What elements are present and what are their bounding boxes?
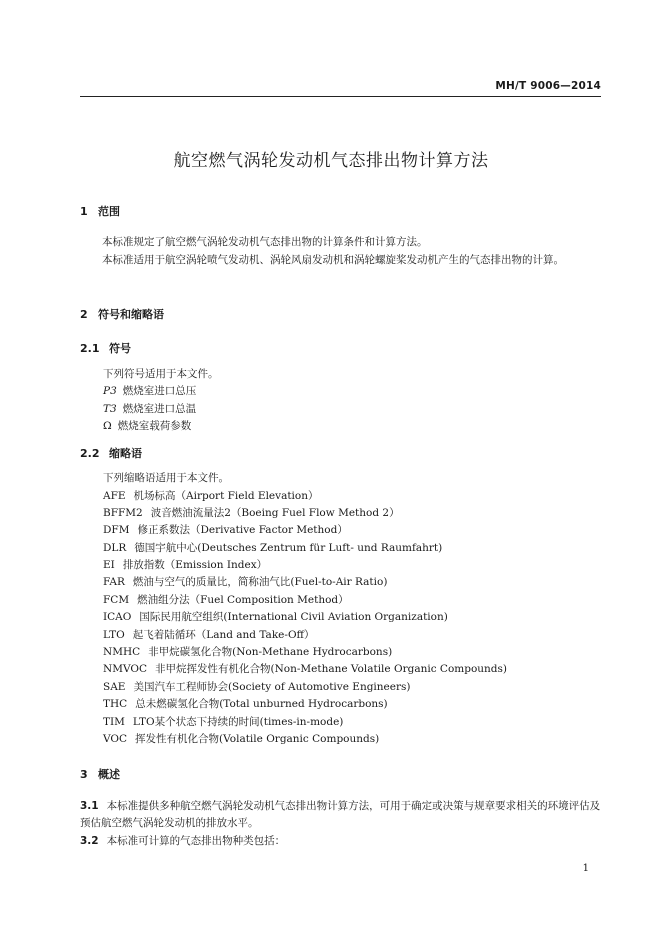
abbreviation: EI [103,559,115,571]
clause-3-1 [80,798,602,832]
abbreviation-description: 排放指数（Emission Index） [122,559,268,571]
abbreviation: AFE [103,490,126,502]
abbreviation-description: 起飞着陆循环（Land and Take-Off） [132,629,315,641]
abbreviation-description: 挥发性有机化合物(Volatile Organic Compounds) [135,733,380,745]
list-intro: 下列符号适用于本文件。 [103,368,219,380]
document-number: MH/T 9006—2014 [495,80,601,92]
header-rule [80,96,601,97]
list-item [103,714,343,729]
symbol: Ω [103,420,112,432]
abbreviation: SAE [103,681,126,693]
paragraph: 本标准适用于航空涡轮喷气发动机、涡轮风扇发动机和涡轮螺旋桨发动机产生的气态排出物的计算。 [102,254,564,266]
symbol: P3 [103,385,117,397]
list-item [103,592,349,607]
document-title: 航空燃气涡轮发动机气态排出物计算方法 [173,151,489,171]
list-item [103,488,319,503]
list-item [103,661,507,676]
abbreviation-description: 国际民用航空组织(International Civil Aviation Organization) [139,611,448,623]
symbol-description: 燃烧室进口总压 [122,385,197,397]
list-item [103,505,400,520]
section-3-heading [80,766,120,782]
paragraph: 本标准规定了航空燃气涡轮发动机气态排出物的计算条件和计算方法。 [102,236,428,248]
abbreviation: LTO [103,629,125,641]
clause-3-2 [80,833,602,850]
list-item [103,418,191,433]
section-2-1-heading [80,340,131,356]
section-title: 范围 [98,205,120,218]
abbreviation-description: 总未燃碳氢化合物(Total unburned Hydrocarbons) [135,698,388,710]
abbreviation-description: 美国汽车工程师协会(Society of Automotive Engineers) [133,681,411,693]
list-item [103,401,196,416]
abbreviation: FAR [103,576,125,588]
list-item [103,522,348,537]
list-item [103,557,267,572]
clause-number: 3.1 [80,800,99,812]
section-number: 2.2 [80,447,100,460]
section-2-heading [80,306,164,322]
clause-text: 本标准可计算的气态排出物种类包括： [106,835,286,847]
list-item [103,383,196,398]
abbreviation: FCM [103,594,130,606]
section-title: 缩略语 [109,447,142,460]
list-item [103,679,410,694]
list-item [103,609,448,624]
section-number: 3 [80,768,88,781]
abbreviation: BFFM2 [103,507,143,519]
abbreviation: THC [103,698,128,710]
symbol-description: 燃烧室进口总温 [122,403,197,415]
abbreviation-description: 波音燃油流量法2（Boeing Fuel Flow Method 2） [150,507,400,519]
list-item [103,574,387,589]
section-1-heading [80,203,120,219]
abbreviation: DLR [103,542,127,554]
abbreviation: NMVOC [103,663,147,675]
section-2-2-heading [80,445,142,461]
section-title: 符号 [109,342,131,355]
abbreviation-description: 燃油与空气的质量比，简称油气比(Fuel-to-Air Ratio) [132,576,388,588]
clause-number: 3.2 [80,835,99,847]
page-number: 1 [582,863,589,874]
abbreviation-description: 修正系数法（Derivative Factor Method） [137,524,348,536]
symbol: T3 [103,403,117,415]
abbreviation: NMHC [103,646,141,658]
abbreviation: VOC [103,733,128,745]
abbreviation-description: 非甲烷挥发性有机化合物(Non-Methane Volatile Organic Compounds) [154,663,508,675]
abbreviation-description: 燃油组分法（Fuel Composition Method） [137,594,349,606]
list-item [103,627,315,642]
abbreviation-description: 机场标高（Airport Field Elevation） [133,490,319,502]
section-title: 符号和缩略语 [98,308,164,321]
abbreviation-description: LTO某个状态下持续的时间(times-in-mode) [132,716,344,728]
symbol-description: 燃烧室载荷参数 [117,420,192,432]
abbreviation: DFM [103,524,130,536]
list-item [103,540,442,555]
abbreviation: ICAO [103,611,132,623]
section-number: 2 [80,308,88,321]
abbreviation: TIM [103,716,125,728]
section-number: 2.1 [80,342,100,355]
list-item [103,696,388,711]
section-number: 1 [80,205,88,218]
abbreviation-description: 德国宇航中心(Deutsches Zentrum für Luft- und Raumfahrt) [134,542,443,554]
list-intro: 下列缩略语适用于本文件。 [103,472,229,484]
clause-text: 本标准提供多种航空燃气涡轮发动机气态排出物计算方法，可用于确定或决策与规章要求相关的环境评估及预估航空燃气涡轮发动机的排放水平。 [80,800,601,829]
abbreviation-description: 非甲烷碳氢化合物(Non-Methane Hydrocarbons) [148,646,393,658]
list-item [103,731,379,746]
list-item [103,644,392,659]
section-title: 概述 [98,768,120,781]
